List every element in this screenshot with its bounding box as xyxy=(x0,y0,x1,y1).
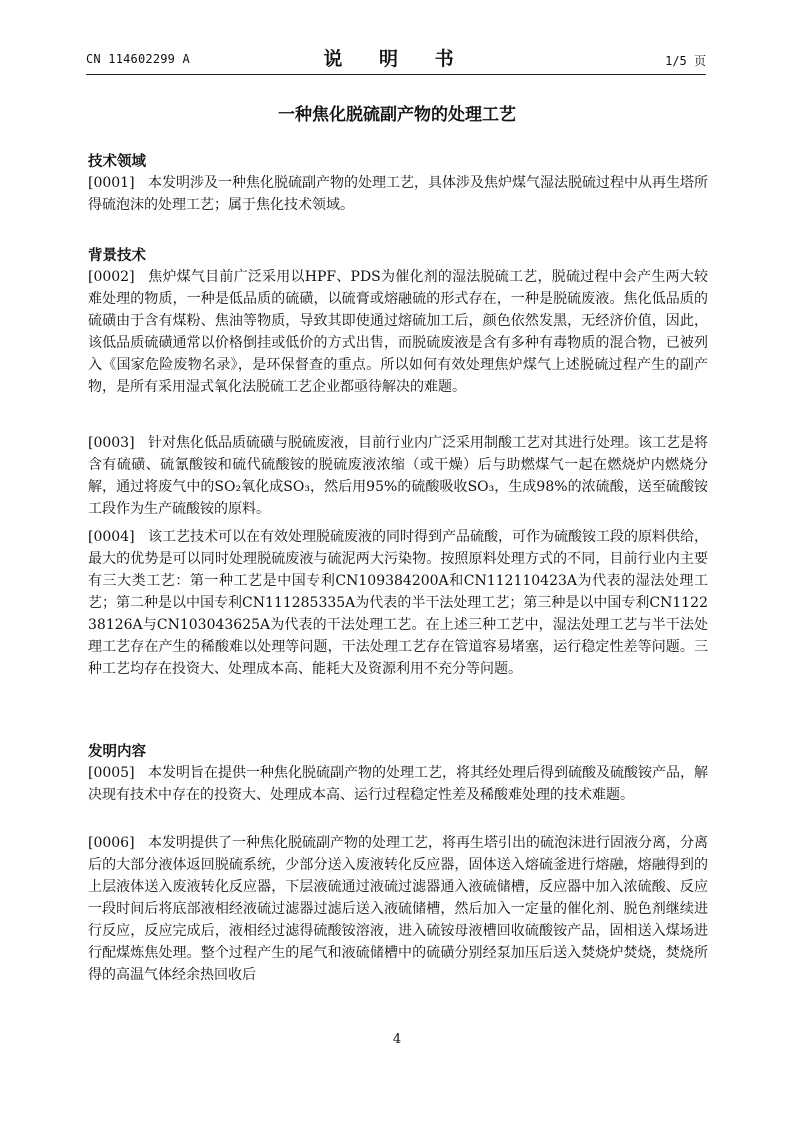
paragraph-number: [0001] xyxy=(88,175,135,191)
doc-number: CN 114602299 A xyxy=(86,52,190,66)
section-heading-invention-content: 发明内容 xyxy=(88,744,146,760)
paragraph-text: 本发明涉及一种焦化脱硫副产物的处理工艺，具体涉及焦炉煤气湿法脱硫过程中从再生塔所得硫泡沫的处理工艺；属于焦化技术领域。 xyxy=(88,175,708,213)
section-heading-background: 背景技术 xyxy=(88,248,146,264)
document-title: 一种焦化脱硫副产物的处理工艺 xyxy=(278,105,516,125)
page-of-indicator: 1/5 页 xyxy=(665,54,706,68)
paragraph-text: 针对焦化低品质硫磺与脱硫废液，目前行业内广泛采用制酸工艺对其进行处理。该工艺是将含有硫磺、硫氰酸铵和硫代硫酸铵的脱硫废液浓缩（或干燥）后与助燃煤气一起在燃烧炉内燃烧分解，通过将废气中的SO₂氧化成SO₃，然后用95%的硫酸吸收SO₃，生成98%的浓硫酸，送至硫酸铵工段作为生产硫酸铵的原料。 xyxy=(88,435,708,517)
header-divider xyxy=(86,74,706,75)
doc-type-heading: 说 明 书 xyxy=(323,48,469,70)
paragraph-text: 焦炉煤气目前广泛采用以HPF、PDS为催化剂的湿法脱硫工艺，脱硫过程中会产生两大较难处理的物质，一种是低品质的硫磺，以硫膏或熔融硫的形式存在，一种是脱硫废液。焦化低品质的硫磺由于含有煤粉、焦油等物质，导致其即使通过熔硫加工后，颜色依然发黑，无经济价值，因此，该低品质硫磺通常以价格倒挂或低价的方式出售，而脱硫废液是含有多种有毒物质的混合物，已被列入《国家危险废物名录》，是环保督查的重点。所以如何有效处理焦炉煤气上述脱硫过程产生的副产物，是所有采用湿式氧化法脱硫工艺企业都亟待解决的难题。 xyxy=(88,269,708,395)
page-header xyxy=(86,44,706,74)
paragraph-text: 本发明提供了一种焦化脱硫副产物的处理工艺，将再生塔引出的硫泡沫进行固液分离，分离后的大部分液体返回脱硫系统，少部分送入废液转化反应器，固体送入熔硫釜进行熔融，熔融得到的上层液体送入废液转化反应器，下层液硫通过液硫过滤器通入液硫储槽，反应器中加入浓硫酸、反应一段时间后将底部液相经液硫过滤器过滤后送入液硫储槽，然后加入一定量的催化剂、脱色剂继续进行反应，反应完成后，液相经过滤得硫酸铵溶液，进入硫铵母液槽回收硫酸铵产品，固相送入煤场进行配煤炼焦处理。整个过程产生的尾气和液硫储槽中的硫磺分别经泵加压后送入焚烧炉焚烧，焚烧所得的高温气体经余热回收后 xyxy=(88,835,708,983)
paragraph-number: [0004] xyxy=(88,529,135,545)
page-number: 4 xyxy=(392,1032,402,1047)
paragraph-0005 xyxy=(88,762,708,806)
paragraph-text: 该工艺技术可以在有效处理脱硫废液的同时得到产品硫酸，可作为硫酸铵工段的原料供给，最大的优势是可以同时处理脱硫废液与硫泥两大污染物。按照原料处理方式的不同，目前行业内主要有三大类工艺：第一种工艺是中国专利CN109384200A和CN112110423A为代表的湿法处理工艺；第二种是以中国专利CN111285335A为代表的半干法处理工艺；第三种是以中国专利CN112238126A与CN103043625A为代表的干法处理工艺。在上述三种工艺中，湿法处理工艺与半干法处理工艺存在产生的稀酸难以处理等问题，干法处理工艺存在管道容易堵塞，运行稳定性差等问题。三种工艺均存在投资大、处理成本高、能耗大及资源利用不充分等问题。 xyxy=(88,529,708,677)
paragraph-0001 xyxy=(88,172,708,216)
section-heading-technical-field: 技术领域 xyxy=(88,154,146,170)
paragraph-text: 本发明旨在提供一种焦化脱硫副产物的处理工艺，将其经处理后得到硫酸及硫酸铵产品，解决现有技术中存在的投资大、处理成本高、运行过程稳定性差及稀酸难处理的技术难题。 xyxy=(88,765,708,803)
paragraph-0002 xyxy=(88,266,708,398)
paragraph-number: [0002] xyxy=(88,269,135,285)
paragraph-number: [0003] xyxy=(88,435,135,451)
paragraph-number: [0005] xyxy=(88,765,135,781)
paragraph-0004 xyxy=(88,526,708,680)
paragraph-0006 xyxy=(88,832,708,986)
paragraph-number: [0006] xyxy=(88,835,135,851)
paragraph-0003 xyxy=(88,432,708,520)
